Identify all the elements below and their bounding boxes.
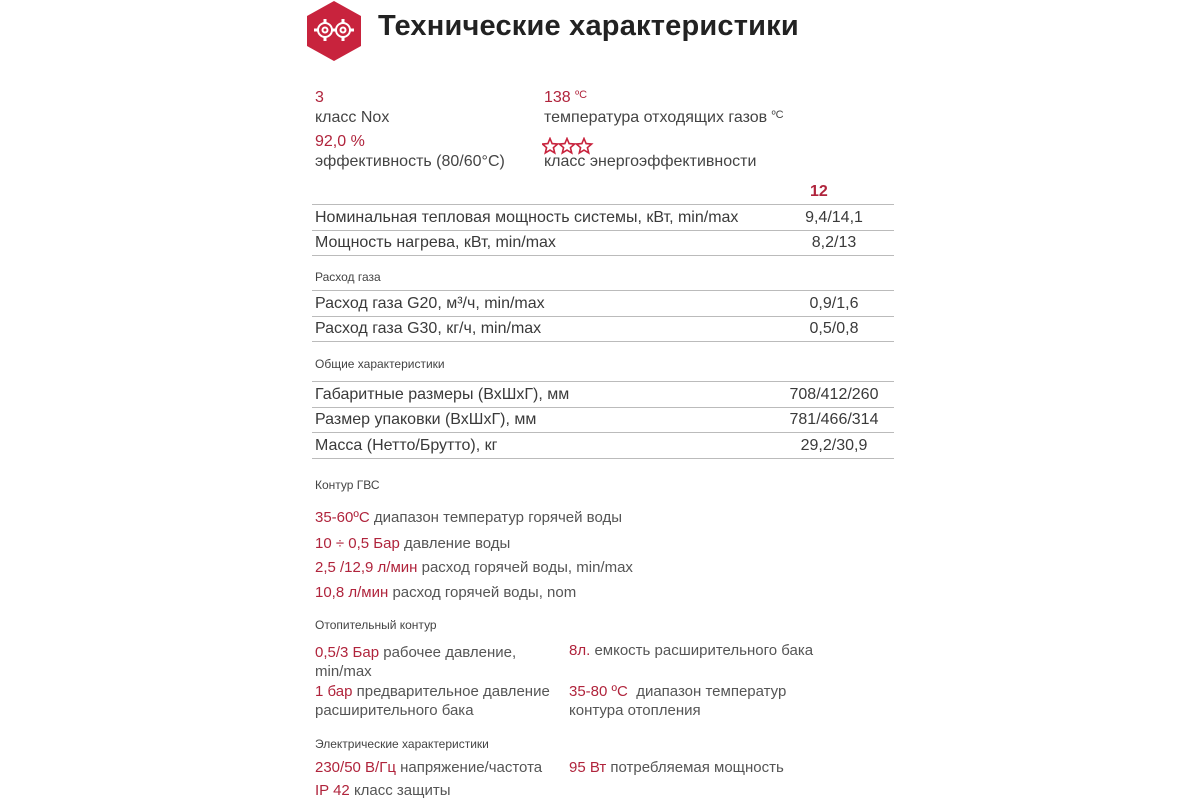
star-icon bbox=[576, 139, 591, 153]
section-title-general: Общие характеристики bbox=[315, 357, 445, 371]
star-icon bbox=[542, 139, 557, 153]
page-title: Технические характеристики bbox=[378, 10, 799, 42]
dhw-spec: 2,5 /12,9 л/мин расход горячей воды, min/max bbox=[315, 559, 633, 576]
star-icon bbox=[559, 139, 574, 153]
table-row: Масса (Нетто/Брутто), кг 29,2/30,9 bbox=[312, 433, 894, 459]
table-row: Расход газа G20, м³/ч, min/max 0,9/1,6 bbox=[312, 290, 894, 317]
electrical-spec: 95 Вт потребляемая мощность bbox=[569, 759, 784, 776]
gears-icon bbox=[304, 0, 364, 62]
heating-spec: 1 бар предварительное давление расширительного бака bbox=[315, 683, 550, 719]
heating-spec: 8л. емкость расширительного бака bbox=[569, 642, 814, 659]
energy-class-label: класс энергоэффективности bbox=[544, 153, 757, 170]
flue-temp-label: температура отходящих газов $^{ºC}$ bbox=[544, 109, 784, 126]
electrical-spec: IP 42 класс защиты bbox=[315, 782, 451, 799]
electrical-spec: 230/50 В/Гц напряжение/частота bbox=[315, 759, 543, 776]
efficiency-label: эффективность (80/60°C) bbox=[315, 153, 505, 170]
nox-value: 3 bbox=[315, 89, 324, 106]
heating-spec: 35-80 ºC диапазон температур контура отопления bbox=[569, 683, 787, 719]
table-row: Габаритные размеры (ВхШхГ), мм 708/412/260 bbox=[312, 381, 894, 408]
efficiency-value: 92,0 % bbox=[315, 133, 365, 150]
flue-temp-value: 138 $^{ºC}$ bbox=[544, 89, 588, 106]
dhw-spec: 10 ÷ 0,5 Бар давление воды bbox=[315, 535, 511, 552]
nox-label: класс Nox bbox=[315, 109, 390, 126]
model-column-header: 12 bbox=[810, 183, 828, 200]
table-row: Мощность нагрева, кВт, min/max 8,2/13 bbox=[312, 230, 894, 256]
section-title-dhw: Контур ГВС bbox=[315, 478, 380, 492]
heating-spec: 0,5/3 Бар рабочее давление, min/max bbox=[315, 644, 517, 680]
section-title-heating: Отопительный контур bbox=[315, 618, 437, 632]
dhw-spec: 35-60ºC диапазон температур горячей воды bbox=[315, 509, 623, 526]
section-title-gas: Расход газа bbox=[315, 270, 381, 284]
table-row: Номинальная тепловая мощность системы, кВт, min/max 9,4/14,1 bbox=[312, 204, 894, 231]
table-row: Размер упаковки (ВхШхГ), мм 781/466/314 bbox=[312, 407, 894, 433]
dhw-spec: 10,8 л/мин расход горячей воды, nom bbox=[315, 584, 577, 601]
section-title-electrical: Электрические характеристики bbox=[315, 737, 489, 751]
table-row: Расход газа G30, кг/ч, min/max 0,5/0,8 bbox=[312, 316, 894, 342]
